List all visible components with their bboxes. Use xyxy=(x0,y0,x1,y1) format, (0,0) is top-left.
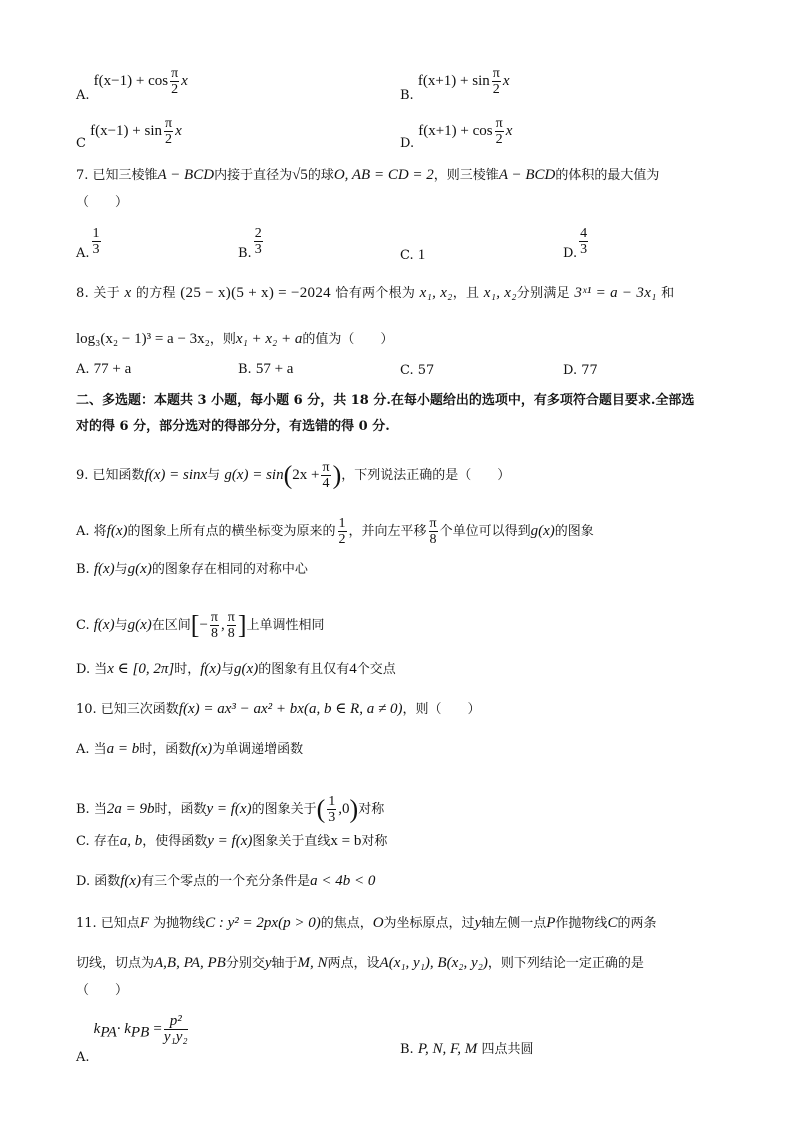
q11-option-a: A. $k_{PA}\cdot k_{PB}$ = $\frac{\text{p²}}{\text{y₁y₂}}$ xyxy=(76,1013,188,1065)
q8-stem-1: 8. 关于 x 的方程 (25 − x)(5 + x) = −2024 恰有两个根为 x₁, x₂，且 x₁, x₂分别满足 3ˣ¹ = a − 3x₁ 和 xyxy=(76,285,675,301)
q11-option-b: B. P, N, F, M 四点共圆 xyxy=(400,1041,534,1057)
q11-stem-2: 切线，切点为A,B, PA, PB分别交y轴于M, N两点，设A(x₁, y₁), B(x₂, y₂)，则下列结论一定正确的是 xyxy=(76,955,644,971)
q6-option-a: A. f(x−1) + cos $\frac{\pi}{2}$ x xyxy=(76,66,188,103)
q8-option-b: B. 57 + a xyxy=(238,361,294,377)
q6-option-d-expr: f(x+1) + cos xyxy=(418,123,493,139)
q6-option-a-expr: f(x−1) + cos xyxy=(93,73,169,89)
q10-option-d: D. 函数f(x)有三个零点的一个充分条件是a < 4b < 0 xyxy=(76,873,376,889)
q7-stem: 7. 已知三棱锥A − BCD内接于直径为√5的球O, AB = CD = 2，则三棱锥A − BCD的体积的最大值为 xyxy=(76,167,660,183)
q8-option-d: D. 77 xyxy=(563,363,598,378)
q7-option-c: C. 1 xyxy=(400,247,426,263)
q7-option-b: B. $\frac{2}{3}$ xyxy=(238,226,262,261)
q9-option-c: C. f(x)与g(x)在区间[− $\frac{\pi}{8}$ , $\frac{\pi}{8}$ ]上单调性相同 xyxy=(76,610,325,641)
q7-option-d: D. $\frac{4}{3}$ xyxy=(563,226,588,261)
q11-paren: （ ） xyxy=(76,983,129,998)
q6-option-b-expr: f(x+1) + sin xyxy=(417,73,490,89)
q9-option-d: D. 当x ∈ [0, 2π]时，f(x)与g(x)的图象有且仅有4个交点 xyxy=(76,661,396,677)
q8-option-c: C. 57 xyxy=(400,363,435,378)
q10-option-b: B. 当2a = 9b时，函数y = f(x)的图象关于( $\frac{1}{3}$ ,0)对称 xyxy=(76,794,385,825)
q7-paren: （ ） xyxy=(76,195,129,210)
section-2-heading-line-1: 二、多选题：本题共 3 小题，每小题 6 分，共 18 分.在每小题给出的选项中，有多项符合题目要求.全部选 xyxy=(76,393,695,408)
q6-option-d: D. f(x+1) + cos $\frac{\pi}{2}$ x xyxy=(400,116,513,151)
q9-option-a: A. 将f(x)的图象上所有点的横坐标变为原来的 $\frac{1}{2}$ ，并向左平移 $\frac{\pi}{8}$ 个单位可以得到g(x)的图象 xyxy=(76,516,594,547)
q6-option-c-expr: f(x−1) + sin xyxy=(90,123,163,139)
section-2-heading-line-2: 对的得 6 分，部分选对的得部分分，有选错的得 0 分. xyxy=(76,419,390,434)
q8-stem-2: log₃(x₂ − 1)³ = a − 3x₂，则x₁ + x₂ + a的值为（ ） xyxy=(76,331,394,347)
q6-option-b: B. f(x+1) + sin $\frac{\pi}{2}$ x xyxy=(400,66,510,103)
q11-stem-1: 11. 已知点F 为抛物线C : y² = 2px(p > 0)的焦点，O为坐标原点，过y轴左侧一点P作抛物线C的两条 xyxy=(76,915,657,931)
q9-stem: 9. 已知函数f(x) = sinx与 g(x) = sin(2x + $\frac{\pi}{4}$ )，下列说法正确的是（ ） xyxy=(76,460,511,491)
q6-option-c: C f(x−1) + sin $\frac{\pi}{2}$ x xyxy=(76,116,182,151)
q10-stem: 10. 已知三次函数f(x) = ax³ − ax² + bx(a, b ∈ R, a ≠ 0)，则（ ） xyxy=(76,701,481,717)
q8-option-a: A. 77 + a xyxy=(76,361,132,377)
q7-option-a: A. $\frac{1}{3}$ xyxy=(76,226,100,261)
q10-option-c: C. 存在a, b，使得函数y = f(x)图象关于直线x = b对称 xyxy=(76,833,388,849)
q9-option-b: B. f(x)与g(x)的图象存在相同的对称中心 xyxy=(76,561,308,577)
q10-option-a: A. 当a = b时，函数f(x)为单调递增函数 xyxy=(76,741,304,757)
